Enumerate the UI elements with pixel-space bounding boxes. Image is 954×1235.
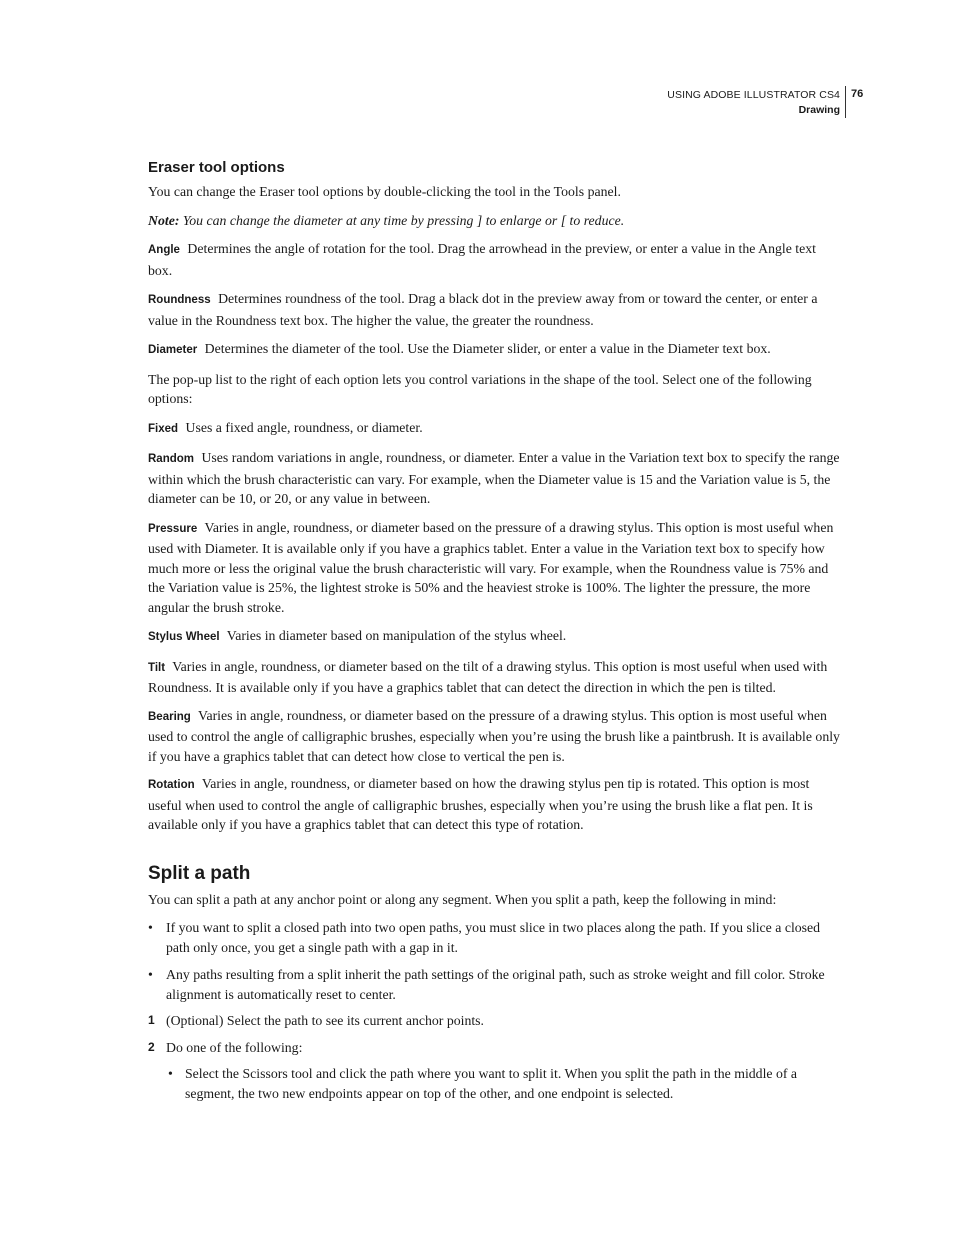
variation-term: Random: [148, 453, 194, 465]
eraser-heading: Eraser tool options: [148, 159, 285, 176]
document-title: USING ADOBE ILLUSTRATOR CS4: [667, 89, 840, 101]
option-diameter: [148, 339, 842, 361]
step-item: [148, 1038, 842, 1058]
bullet-mark: •: [148, 967, 153, 982]
page-number: 76: [851, 88, 864, 100]
option-desc: Determines the diameter of the tool. Use the Diameter slider, or enter a value in the Diameter text box.: [204, 341, 771, 356]
running-header: [600, 86, 846, 118]
variation-desc: Varies in angle, roundness, or diameter based on how the drawing stylus pen tip is rotated. This option is most useful when used to control the angle of calligraphic brushes, especially when you’re using the brush like a flat pen. It is available only if you have a graphics tablet that can detect this type of rotation.: [148, 776, 813, 832]
bullet-mark: •: [148, 920, 153, 935]
note-label: Note:: [148, 212, 180, 228]
variation-term: Rotation: [148, 779, 195, 791]
list-item: [148, 918, 842, 957]
list-item: [148, 965, 842, 1004]
step-number: 2: [148, 1039, 155, 1054]
bullet-text: Any paths resulting from a split inherit the path settings of the original path, such as stroke weight and fill color. Stroke alignment is automatically reset to center.: [166, 967, 825, 1002]
variation-rotation: [148, 774, 842, 835]
option-term: Roundness: [148, 294, 211, 306]
option-term: Diameter: [148, 344, 198, 356]
variation-desc: Varies in angle, roundness, or diameter based on the pressure of a drawing stylus. This option is most useful when used with Diameter. It is available only if you have a graphics tablet. Enter a value in the Variation text box to specify how much more or less the original value the brush characteristic will vary. For example, when the Roundness value is 75% and the Variation value is 25%, the lightest stroke is 50% and the heaviest stroke is 100%. The lighter the pressure, the more angular the brush stroke.: [148, 519, 834, 615]
option-roundness: [148, 289, 842, 330]
variation-term: Pressure: [148, 522, 198, 535]
variation-term: Tilt: [148, 661, 166, 674]
note-text: You can change the diameter at any time by pressing ] to enlarge or [ to reduce.: [179, 212, 625, 228]
section-name: Drawing: [798, 104, 840, 116]
variation-tilt: [148, 657, 842, 698]
eraser-intro: You can change the Eraser tool options by double-clicking the tool in the Tools panel.: [148, 184, 621, 199]
variation-fixed: [148, 418, 842, 440]
step-number: 1: [148, 1013, 155, 1027]
variation-desc: Varies in angle, roundness, or diameter based on the tilt of a drawing stylus. This option is most useful when used with Roundness. It is available only if you have a graphics tablet that can detect the direction in which the pen is tilted.: [148, 658, 828, 695]
variation-desc: Varies in angle, roundness, or diameter based on the pressure of a drawing stylus. This option is most useful when used to control the angle of calligraphic brushes, especially when you’re using the brush like a paintbrush. It is available only if you have a graphics tablet that can detect how close to vertical the pen is.: [148, 707, 840, 764]
split-heading: Split a path: [148, 862, 251, 884]
eraser-note: [148, 211, 842, 231]
split-intro: You can split a path at any anchor point or along any segment. When you split a path, keep the following in mind:: [148, 891, 777, 907]
option-desc: Determines roundness of the tool. Drag a black dot in the preview away from or toward the center, or enter a value in the Roundness text box. The higher the value, the greater the roundness.: [148, 291, 818, 328]
popup-text: The pop-up list to the right of each option lets you control variations in the shape of the tool. Select one of the following options:: [148, 371, 812, 406]
bullet-text: If you want to split a closed path into two open paths, you must slice in two places along the path. If you slice a closed path only once, you get a single path with a gap in it.: [166, 920, 821, 955]
variation-random: [148, 448, 842, 509]
variation-desc: Varies in diameter based on manipulation of the stylus wheel.: [226, 628, 567, 643]
step-item: [148, 1011, 842, 1031]
step-text: (Optional) Select the path to see its current anchor points.: [166, 1013, 485, 1028]
variation-pressure: [148, 518, 842, 618]
variation-desc: Uses a fixed angle, roundness, or diameter.: [185, 419, 423, 435]
option-term: Angle: [148, 244, 180, 256]
bullet-mark: •: [168, 1066, 173, 1081]
variation-desc: Uses random variations in angle, roundness, or diameter. Enter a value in the Variation text box to specify the range within which the brush characteristic can vary. For example, when the Diameter value is 15 and the Variation value is 5, the diameter can be 10, or 20, or any value in between.: [148, 450, 840, 506]
variation-term: Fixed: [148, 422, 179, 435]
variation-bearing: [148, 706, 842, 767]
variation-term: Stylus Wheel: [148, 631, 220, 643]
sub-bullet-text: Select the Scissors tool and click the path where you want to split it. When you split the path in the middle of a segment, the two new endpoints appear on top of the other, and one endpoint is selected.: [185, 1066, 798, 1101]
option-desc: Determines the angle of rotation for the tool. Drag the arrowhead in the preview, or enter a value in the Angle text box.: [148, 241, 816, 278]
option-angle: [148, 239, 842, 280]
variation-stylus-wheel: [148, 626, 842, 648]
sub-list-item: [148, 1064, 842, 1103]
step-text: Do one of the following:: [166, 1039, 303, 1055]
page-content: [148, 158, 842, 1103]
variation-term: Bearing: [148, 710, 191, 723]
